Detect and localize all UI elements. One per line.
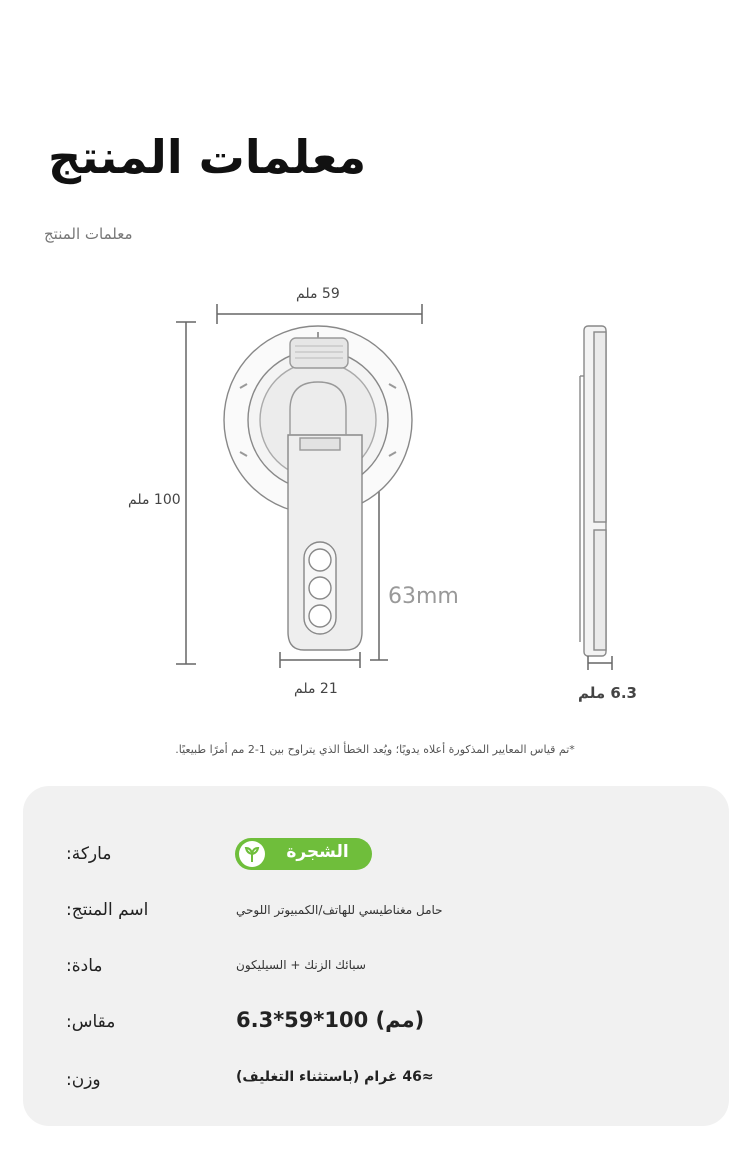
spec-card [23,786,729,1126]
arm-width-dimension-line [280,652,360,668]
product-drawing [0,270,750,710]
product-name-label: اسم المنتج: [66,900,149,920]
side-view [580,326,606,656]
product-dimension-diagram [0,270,750,714]
material-label: مادة: [66,956,103,976]
measurement-footnote: *تم قياس المعايير المذكورة أعلاه يدويًا؛ ويُعد الخطأ الذي يتراوح بين 1-2 مم أمرًا طبيعيًا. [175,743,575,756]
width-label: 59 ملم [296,286,340,302]
brand-name: الشجرة [286,842,349,862]
arm-length-label: 63mm [388,584,459,609]
brand-badge [235,838,372,870]
thickness-label: 6.3 ملم [578,684,637,702]
arm-width-label: 21 ملم [294,681,338,697]
weight-value: ≈46 غرام (باستثناء التغليف) [236,1069,434,1085]
height-label: 100 ملم [128,492,181,508]
page-title: معلمات المنتج [48,130,367,184]
brand-label: ماركة: [66,844,112,864]
leaf-icon [239,841,265,867]
width-dimension-line [217,304,422,324]
product-name-value: حامل مغناطيسي للهاتف/الكمبيوتر اللوحي [236,903,443,917]
size-label: مقاس: [66,1012,116,1032]
front-view [224,326,412,650]
size-value: 6.3*59*100 (مم) [236,1008,425,1032]
page-subtitle: معلمات المنتج [44,225,133,243]
weight-label: وزن: [66,1070,101,1090]
material-value: سبائك الزنك + السيليكون [236,958,366,972]
thickness-dimension-line [588,656,612,670]
